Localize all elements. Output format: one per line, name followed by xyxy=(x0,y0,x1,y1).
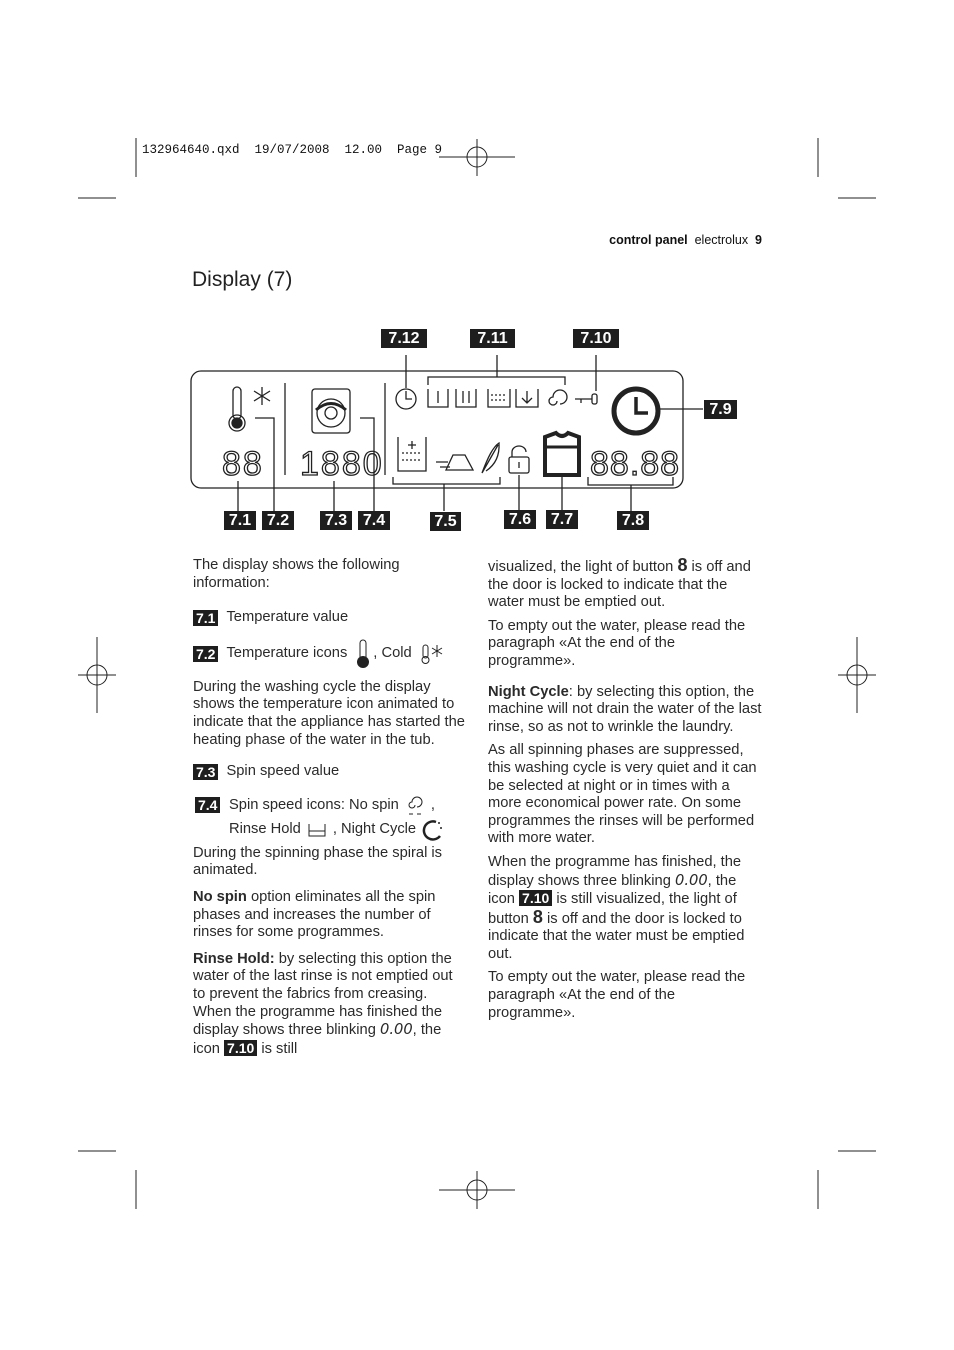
callout-7-6: 7.6 xyxy=(504,510,536,529)
callout-7-12: 7.12 xyxy=(381,329,427,348)
rinse-hold-icon xyxy=(307,822,327,838)
item-text: Spin speed icons: No spin xyxy=(229,796,399,813)
empty-water-paragraph: To empty out the water, please read the paragraph «At the end of the programme». xyxy=(488,617,746,669)
item-7-1 xyxy=(193,609,468,627)
spinning-suppressed-paragraph: As all spinning phases are suppressed, this washing cycle is very quiet and it can be selected at night or in times with a more economical power rate. On some programmes the rinses will be performed with more water. xyxy=(488,742,757,847)
thermometer-icon xyxy=(355,639,371,669)
shirt-icon xyxy=(545,433,579,475)
item-7-3 xyxy=(193,763,468,781)
callout-7-2: 7.2 xyxy=(262,511,294,530)
header-section: control panel xyxy=(609,233,688,247)
item-7-2 xyxy=(193,639,468,669)
item-text: Temperature icons xyxy=(226,644,348,661)
temperature-paragraph: During the washing cycle the display shows the temperature icon animated to indicate that the appliance has started the heating phase of the water in the tub. xyxy=(193,678,465,748)
programme-finished-paragraph: When the programme has finished, the display shows three blinking 0.00, the icon 7.10 is still visualized, the light of button 8 is off and the door is locked to indicate that the water must be emptied out. xyxy=(488,853,745,962)
cold-thermometer-icon xyxy=(420,643,444,665)
item-7-4: 7.4 Spin speed icons: No spin , Rinse Hold , Night Cycle xyxy=(193,795,468,841)
no-spin-paragraph: No spin option eliminates all the spin phases and increases the number of rinses for some programmes. xyxy=(193,888,436,941)
prewash-tub-icon xyxy=(428,389,448,407)
intro-text: The display shows the following information: xyxy=(193,557,400,591)
item-text: Temperature value xyxy=(226,609,349,626)
thermometer-icon xyxy=(233,387,241,419)
easy-iron-icon xyxy=(436,455,473,470)
callout-7-8: 7.8 xyxy=(617,511,649,530)
callout-7-9: 7.9 xyxy=(704,400,737,419)
no-spin-icon xyxy=(405,795,425,817)
left-column xyxy=(193,557,468,1058)
continued-paragraph: visualized, the light of button 8 is off and the door is locked to indicate that the water must be emptied out. xyxy=(488,555,751,611)
drain-tub-icon xyxy=(516,389,538,407)
item-tag: 7.1 xyxy=(193,610,218,626)
item-tag: 7.4 xyxy=(195,797,220,813)
item-tag: 7.2 xyxy=(193,646,218,662)
door-lock-icon xyxy=(509,446,529,473)
spin-paragraph: During the spinning phase the spiral is animated. xyxy=(193,844,443,879)
night-cycle-paragraph: Night Cycle: by selecting this option, the machine will not drain the water of the last rinse, so as not to wrinkle the laundry. xyxy=(488,683,762,735)
callout-7-7: 7.7 xyxy=(546,510,578,529)
item-text: Spin speed value xyxy=(226,763,340,780)
header-page-number: 9 xyxy=(755,233,762,247)
time-digits: 88.88 xyxy=(590,445,681,483)
spin-drum-icon xyxy=(312,389,350,433)
clock-icon xyxy=(614,389,658,433)
item-tag: 7.3 xyxy=(193,764,218,780)
night-cycle-icon xyxy=(422,819,444,841)
callout-7-3: 7.3 xyxy=(320,511,352,530)
rinse-tub-icon xyxy=(488,389,510,407)
feather-icon xyxy=(482,443,499,473)
callout-7-1: 7.1 xyxy=(224,511,256,530)
empty-water-paragraph-2: To empty out the water, please read the paragraph «At the end of the programme». xyxy=(488,969,746,1021)
rinse-hold-paragraph: Rinse Hold: by selecting this option the water of the last rinse is not emptied out to prevent the fabrics from creasing. When the programme has finished the display shows three blinking 0.00, the icon 7.10 is still xyxy=(193,950,453,1057)
header-brand: electrolux xyxy=(694,233,749,247)
callout-7-5: 7.5 xyxy=(430,512,461,531)
temperature-digits: 88 xyxy=(222,445,264,483)
rinse-hold-label: Rinse Hold xyxy=(229,820,301,837)
callout-7-10: 7.10 xyxy=(573,329,619,348)
wash-tub-icon xyxy=(456,389,476,407)
spin-spiral-icon xyxy=(549,390,567,405)
display-diagram xyxy=(188,325,748,535)
cold-label: , Cold xyxy=(373,644,412,661)
print-slug: 132964640.qxd 19/07/2008 12.00 Page 9 xyxy=(142,143,443,157)
spin-speed-digits: 1880 xyxy=(300,445,384,483)
cold-star-icon xyxy=(254,387,270,405)
timer-small-icon xyxy=(396,389,416,409)
right-column xyxy=(488,557,763,1022)
door-key-icon xyxy=(575,394,597,404)
callout-7-4: 7.4 xyxy=(358,511,390,530)
extra-rinse-icon xyxy=(398,437,426,471)
callout-7-11: 7.11 xyxy=(470,329,515,348)
night-cycle-label: , Night Cycle xyxy=(332,820,417,837)
running-header xyxy=(609,233,762,247)
section-title: Display (7) xyxy=(192,268,293,291)
